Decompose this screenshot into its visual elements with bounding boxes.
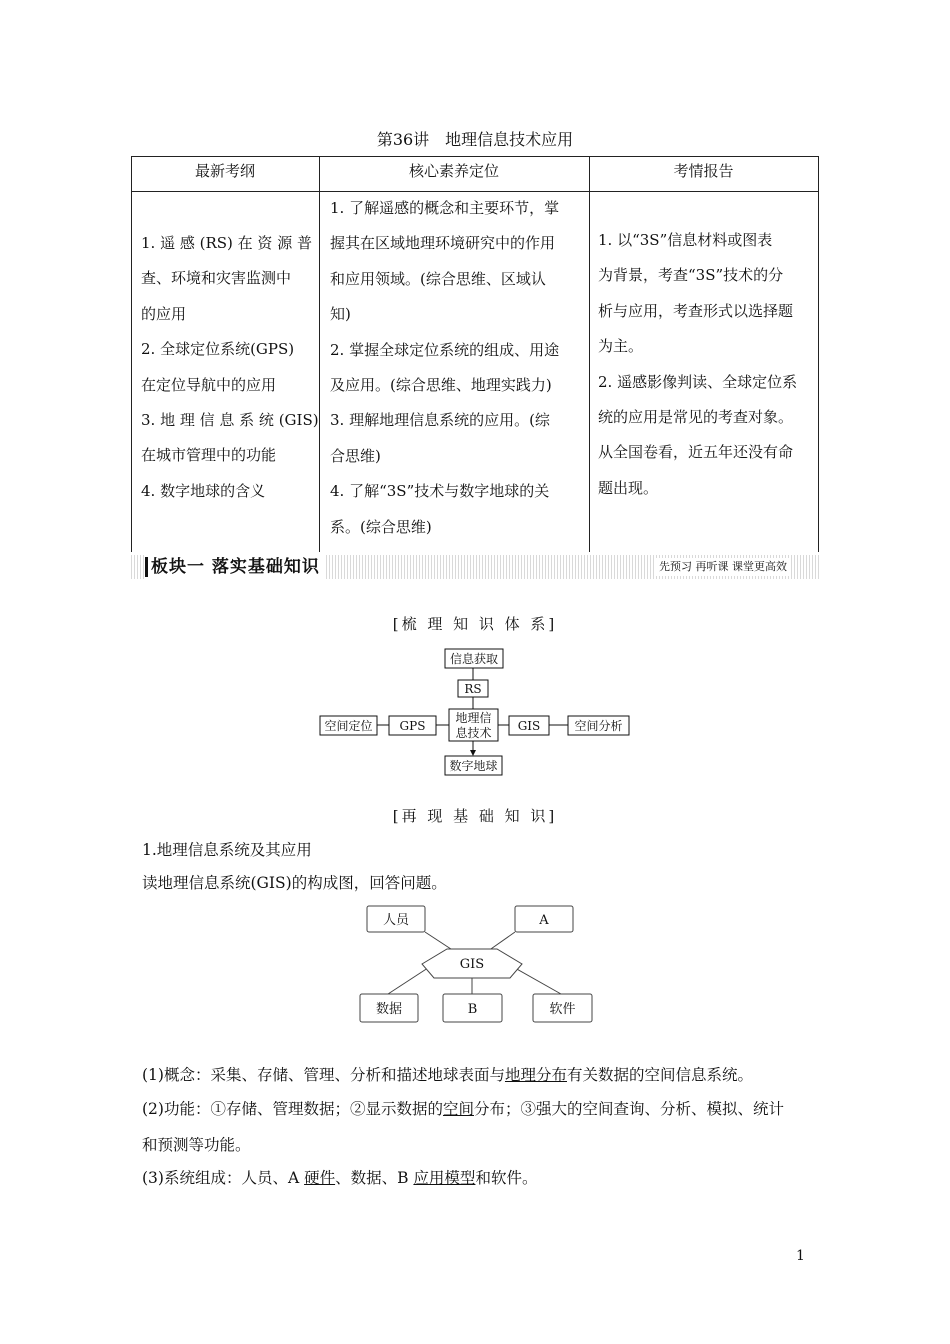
syllabus-line: 的应用 (141, 304, 187, 323)
paragraph-function-line2: 和预测等功能。 (142, 1136, 251, 1154)
syllabus-line: 1. 遥 感 (RS) 在 资 源 普 (141, 234, 312, 252)
syllabus-column (141, 226, 319, 509)
label-data: 数据 (375, 1002, 403, 1017)
label-spatial-analysis: 空间分析 (574, 719, 623, 733)
syllabus-line: 2. 全球定位系统(GPS) (141, 340, 295, 359)
literacy-line: 4. 了解“3S”技术与数字地球的关 (330, 482, 550, 501)
composition-text-mid: 、数据、B (335, 1169, 414, 1187)
document-title: 第36讲 地理信息技术应用 (376, 130, 574, 149)
literacy-line: 合思维) (330, 446, 381, 465)
label-spatial-location: 空间定位 (324, 719, 373, 733)
page-number: 1 (796, 1248, 805, 1264)
report-line: 2. 遥感影像判读、全球定位系 (598, 372, 798, 391)
banner-divider (145, 557, 148, 577)
geo-info-tech-diagram (300, 642, 650, 782)
paragraph-function (142, 1097, 784, 1119)
answer-spatial: 空间 (442, 1100, 474, 1118)
section-heading: 1.地理信息系统及其应用 (142, 841, 312, 859)
label-digital-earth: 数字地球 (449, 759, 498, 773)
report-line: 题出现。 (598, 478, 659, 497)
exam-report-column (598, 223, 816, 506)
label-a: A (539, 913, 549, 928)
header-latest-syllabus: 最新考纲 (194, 162, 255, 180)
paragraph-composition (142, 1166, 537, 1188)
literacy-line: 3. 理解地理信息系统的应用。(综 (330, 411, 550, 430)
literacy-line: 及应用。(综合思维、地理实践力) (330, 376, 552, 395)
syllabus-line: 在城市管理中的功能 (141, 446, 277, 465)
syllabus-line: 3. 地 理 信 息 系 统 (GIS) (141, 411, 319, 430)
answer-application-model: 应用模型 (413, 1169, 476, 1187)
label-software: 软件 (549, 1002, 576, 1017)
answer-hardware: 硬件 (304, 1169, 336, 1187)
label-rs: RS (464, 682, 482, 696)
function-text: (2)功能：①存储、管理数据；②显示数据的 (142, 1100, 443, 1118)
banner-label: 板块一 落实基础知识 (145, 555, 326, 579)
literacy-line: 2. 掌握全球定位系统的组成、用途 (330, 340, 560, 359)
literacy-line: 系。(综合思维) (330, 517, 432, 536)
composition-text-end: 和软件。 (475, 1169, 538, 1187)
concept-text-end: 有关数据的空间信息系统。 (566, 1066, 753, 1084)
label-b: B (467, 1002, 478, 1017)
syllabus-line: 4. 数字地球的含义 (141, 481, 266, 500)
report-line: 为主。 (598, 337, 644, 356)
report-line: 从全国卷看，近五年还没有命 (598, 443, 794, 462)
function-text-end: 分布；③强大的空间查询、分析、模拟、统计 (473, 1100, 784, 1118)
label-info-acquire: 信息获取 (449, 652, 499, 666)
subheading-review: [再 现 基 础 知 识] (392, 807, 558, 825)
header-core-literacy: 核心素养定位 (408, 162, 499, 180)
answer-geo-distribution: 地理分布 (504, 1066, 567, 1084)
literacy-line: 和应用领域。(综合思维、区域认 (330, 269, 546, 288)
gis-composition-diagram (350, 898, 610, 1030)
subheading-knowledge-system: [梳 理 知 识 体 系] (392, 615, 558, 633)
section-intro: 读地理信息系统(GIS)的构成图，回答问题。 (142, 874, 447, 892)
literacy-line: 知) (330, 305, 351, 324)
label-gis: GIS (517, 719, 541, 733)
label-center-1: 地理信 (455, 711, 492, 725)
syllabus-line: 在定位导航中的应用 (141, 375, 277, 394)
concept-text: (1)概念：采集、存储、管理、分析和描述地球表面与 (142, 1066, 505, 1084)
label-personnel: 人员 (382, 913, 410, 928)
core-literacy-column (330, 191, 588, 545)
report-line: 析与应用，考查形式以选择题 (598, 301, 794, 320)
literacy-line: 1. 了解遥感的概念和主要环节，掌 (330, 199, 560, 217)
paragraph-concept (142, 1063, 753, 1085)
report-line: 为背景，考查“3S”技术的分 (598, 266, 784, 285)
label-gis-center: GIS (459, 957, 485, 972)
composition-text: (3)系统组成：人员、A (142, 1169, 305, 1187)
banner-tagline: 先预习 再听课 课堂更高效 (655, 558, 791, 576)
syllabus-table (131, 156, 819, 552)
syllabus-line: 查、环境和灾害监测中 (141, 269, 292, 288)
literacy-line: 握其在区域地理环境研究中的作用 (330, 234, 556, 253)
label-center-2: 息技术 (455, 726, 492, 740)
report-line: 统的应用是常见的考查对象。 (598, 408, 794, 427)
section-banner (131, 555, 819, 579)
report-line: 1. 以“3S”信息材料或图表 (598, 231, 773, 249)
header-exam-report: 考情报告 (673, 162, 734, 180)
label-gps: GPS (399, 719, 426, 733)
